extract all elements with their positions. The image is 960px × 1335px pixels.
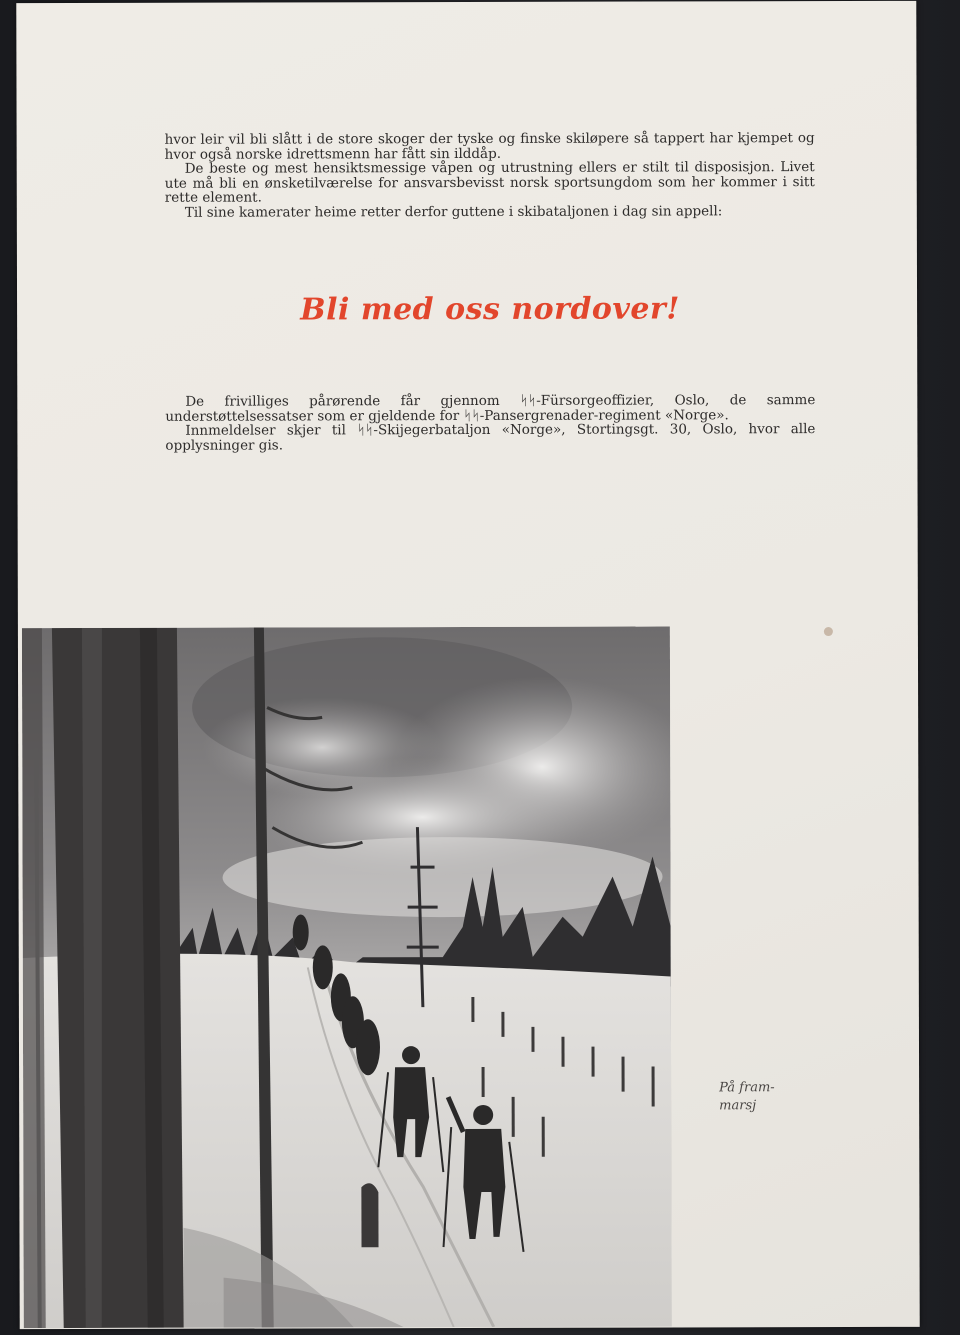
leaflet-page: [16, 1, 919, 1329]
photo-caption: [719, 1079, 819, 1115]
notice-text: [165, 393, 815, 453]
skiers-on-snowy-trail-icon: [22, 626, 672, 1328]
paper-stain: [824, 627, 833, 636]
slogan-heading: Bli med oss nordover!: [300, 291, 680, 328]
skiers-photo: [22, 626, 672, 1328]
caption-line-2: marsj: [719, 1098, 757, 1114]
notice-paragraph-1: De frivilliges pårørende får gjennom ᛋᛋ-Fürsorgeoffizier, Oslo, de samme understøttelsessatser som er gjeldende for ᛋᛋ-Pansergrenader-regiment «Norge».: [165, 392, 816, 425]
notice-paragraph-2: Innmeldelser skjer til ᛋᛋ-Skijegerbataljon «Norge», Stortingsgt. 30, Oslo, hvor alle opplysninger gis.: [165, 421, 816, 454]
intro-paragraph-1: hvor leir vil bli slått i de store skoger der tyske og finske skiløpere så tappert har kjempet og hvor også norske idrettsmenn har fått sin ilddåp.: [164, 130, 815, 163]
intro-paragraph-3: Til sine kamerater heime retter derfor guttene i skibataljonen i dag sin appell:: [184, 202, 723, 221]
intro-paragraph-2: De beste og mest hensiktsmessige våpen og utrustning ellers er stilt til disposisjon. Livet ute må bli en ønsketilværelse for ansvarsbevisst norsk sportsungdom som her kommer i sitt rette element.: [164, 159, 815, 206]
intro-text: [165, 131, 815, 220]
caption-line-1: På fram-: [719, 1080, 775, 1096]
